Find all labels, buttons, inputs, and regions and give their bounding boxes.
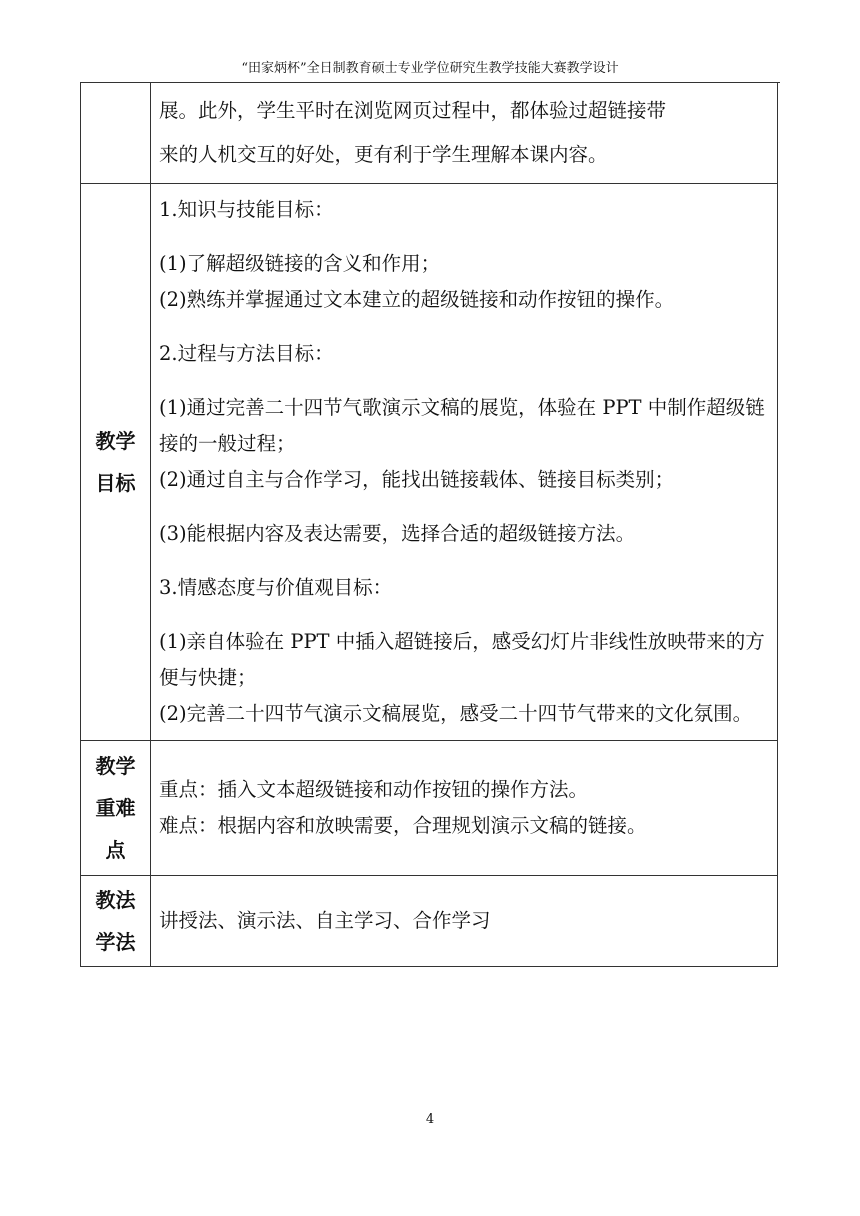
difficult-point: 难点：根据内容和放映需要，合理规划演示文稿的链接。 [159,814,647,837]
key-points-label-line-1: 教学 [95,754,136,778]
goal-item: (2)熟练并掌握通过文本建立的超级链接和动作按钮的操作。 [159,288,675,311]
key-points-content-cell [151,741,778,876]
goal-item: (1)亲自体验在 PPT 中插入超链接后，感受幻灯片非线性放映带来的方便与快捷； [159,630,765,689]
page-number: 4 [425,1112,435,1127]
methods-row [81,876,778,967]
header-title: “田家炳杯”全日制教育硕士专业学位研究生教学技能大赛教学设计 [241,61,619,76]
page-header [80,58,780,83]
key-points-label-cell [81,741,151,876]
goals-label-cell [81,184,151,741]
methods-content-cell [151,876,778,967]
goal-item: (2)完善二十四节气演示文稿展览，感受二十四节气带来的文化氛围。 [159,702,753,725]
methods-label-line-2: 学法 [95,930,136,954]
goals-content-cell [151,184,778,741]
key-points-row [81,741,778,876]
key-points-label-line-3: 点 [105,838,126,862]
lesson-plan-table [80,82,778,967]
goals-label-line-1: 教学 [95,429,136,453]
methods-label-cell [81,876,151,967]
goal-item: (2)通过自主与合作学习，能找出链接载体、链接目标类别； [159,468,675,491]
methods-text: 讲授法、演示法、自主学习、合作学习 [159,909,491,932]
goal-heading-knowledge: 1.知识与技能目标： [159,198,334,221]
intro-line-1: 展。此外，学生平时在浏览网页过程中，都体验过超链接带 [159,99,667,122]
goal-item: (1)通过完善二十四节气歌演示文稿的展览，体验在 PPT 中制作超级链接的一般过程； [159,396,765,455]
goals-row [81,184,778,741]
goals-label-line-2: 目标 [95,471,136,495]
goal-item: (1)了解超级链接的含义和作用； [159,252,441,275]
intro-content-cell [151,83,778,184]
intro-line-2: 来的人机交互的好处，更有利于学生理解本课内容。 [159,143,608,166]
important-point: 重点：插入文本超级链接和动作按钮的操作方法。 [159,778,589,801]
key-points-label-line-2: 重难 [95,796,136,820]
goal-heading-process: 2.过程与方法目标： [159,342,334,365]
intro-row [81,83,778,184]
methods-label-line-1: 教法 [95,888,136,912]
goal-item: (3)能根据内容及表达需要，选择合适的超级链接方法。 [159,522,636,545]
intro-label-cell [81,83,151,184]
goal-heading-attitude: 3.情感态度与价值观目标： [159,576,393,599]
